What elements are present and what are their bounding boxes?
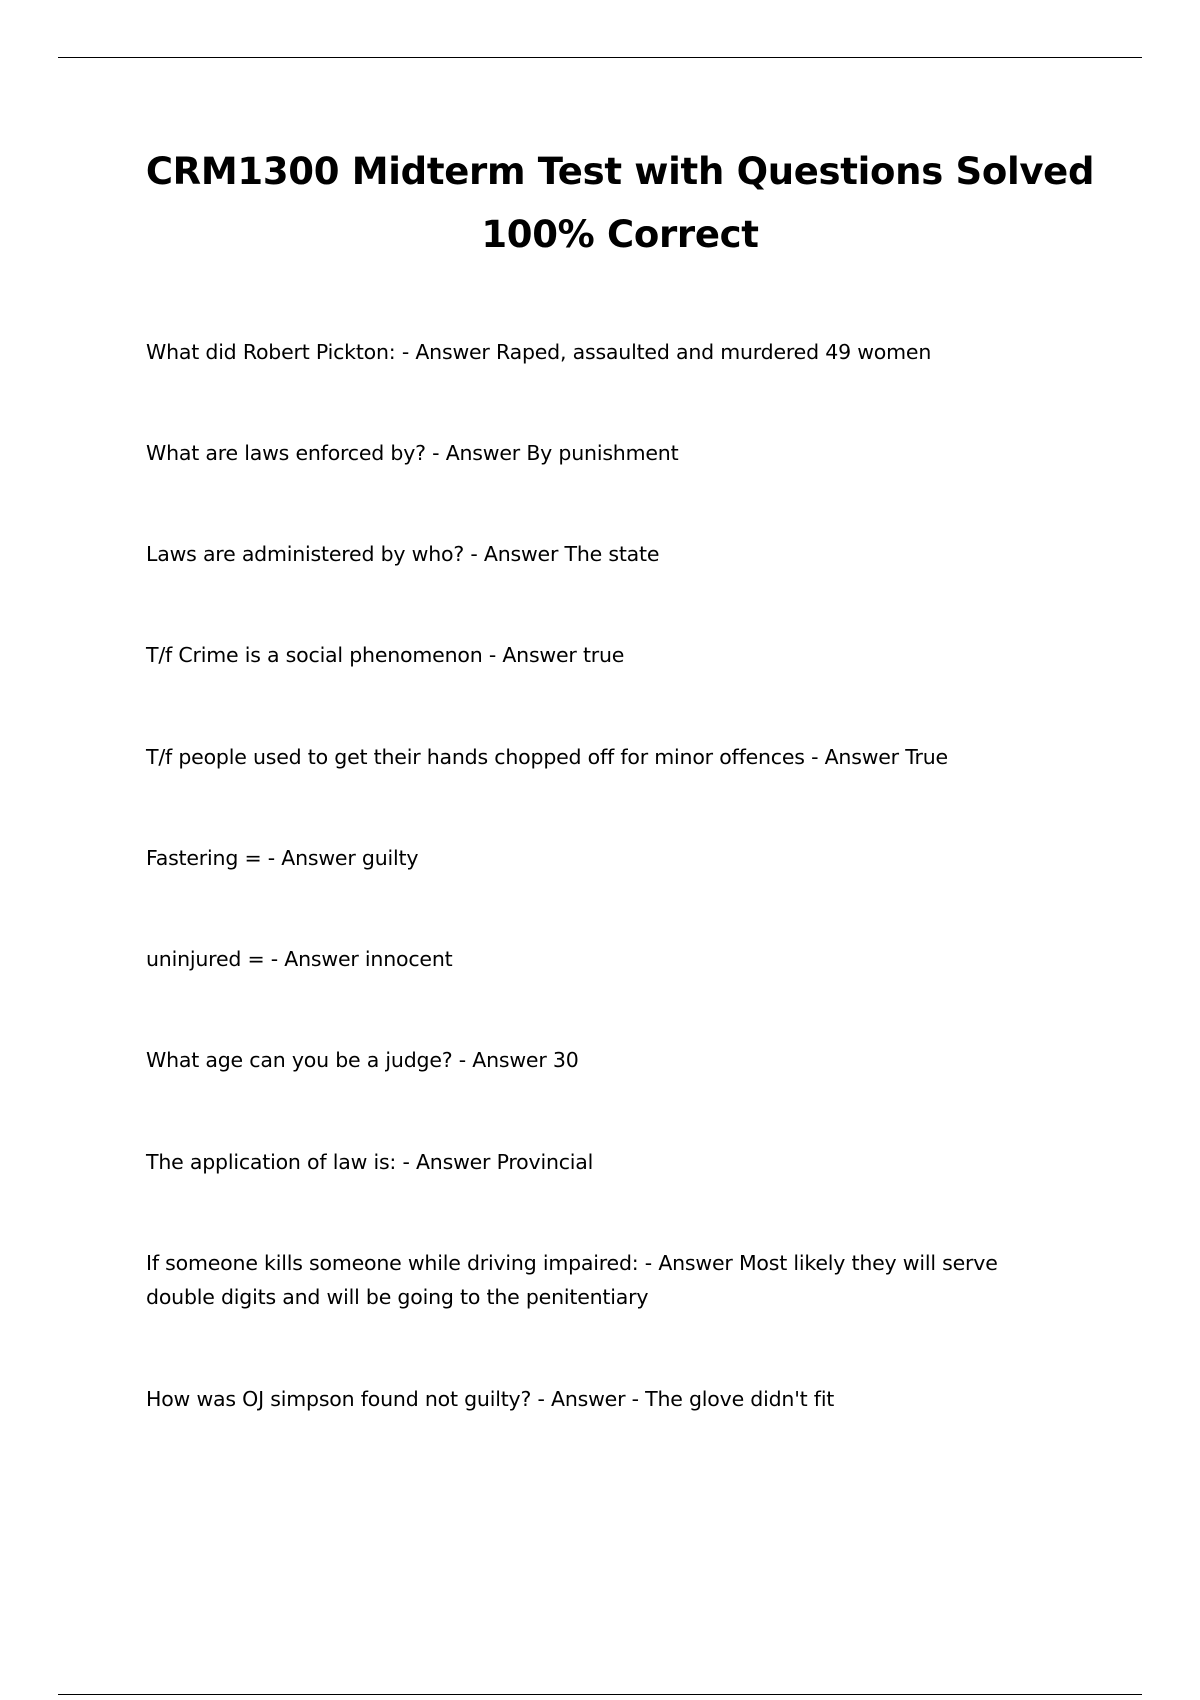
answer-separator: - Answer bbox=[482, 643, 583, 667]
qa-item bbox=[146, 638, 1076, 672]
question-text: T/f people used to get their hands chopped off for minor offences bbox=[146, 745, 805, 769]
question-text: Fastering = bbox=[146, 846, 262, 870]
answer-text: Raped, assaulted and murdered 49 women bbox=[495, 340, 932, 364]
question-text: The application of law is: bbox=[146, 1150, 397, 1174]
qa-item bbox=[146, 436, 1076, 470]
answer-separator: - Answer bbox=[396, 1150, 497, 1174]
answer-separator: - Answer bbox=[464, 542, 565, 566]
qa-item bbox=[146, 537, 1076, 571]
answer-text: true bbox=[582, 643, 625, 667]
answer-text: - The glove didn't fit bbox=[631, 1387, 835, 1411]
answer-text: By punishment bbox=[526, 441, 679, 465]
qa-item bbox=[146, 335, 1076, 369]
qa-item bbox=[146, 942, 1076, 976]
question-text: uninjured = bbox=[146, 947, 265, 971]
qa-item bbox=[146, 740, 1076, 774]
question-text: What did Robert Pickton: bbox=[146, 340, 396, 364]
question-text: What age can you be a judge? bbox=[146, 1048, 453, 1072]
answer-text: Provincial bbox=[496, 1150, 594, 1174]
qa-item bbox=[146, 1043, 1076, 1077]
qa-item bbox=[146, 1382, 1076, 1416]
bottom-rule bbox=[58, 1694, 1142, 1695]
answer-text: guilty bbox=[361, 846, 419, 870]
document-title: CRM1300 Midterm Test with Questions Solved 100% Correct bbox=[145, 150, 1095, 256]
qa-item bbox=[146, 1246, 1066, 1314]
answer-separator: - Answer bbox=[264, 947, 365, 971]
answer-separator: - Answer bbox=[395, 340, 496, 364]
answer-separator: - Answer bbox=[452, 1048, 553, 1072]
answer-text: 30 bbox=[552, 1048, 579, 1072]
answer-text: True bbox=[905, 745, 948, 769]
question-text: Laws are administered by who? bbox=[146, 542, 465, 566]
answer-separator: - Answer bbox=[261, 846, 362, 870]
question-text: What are laws enforced by? bbox=[146, 441, 426, 465]
answer-text: Most likely they will serve double digits and will be going to the penitentiary bbox=[146, 1251, 998, 1309]
qa-item bbox=[146, 1145, 1076, 1179]
question-text: T/f Crime is a social phenomenon bbox=[146, 643, 483, 667]
qa-item bbox=[146, 841, 1076, 875]
answer-separator: - Answer bbox=[531, 1387, 632, 1411]
answer-separator: - Answer bbox=[804, 745, 906, 769]
answer-separator: - Answer bbox=[638, 1251, 739, 1275]
answer-text: innocent bbox=[364, 947, 453, 971]
top-rule bbox=[58, 57, 1142, 58]
answer-text: The state bbox=[564, 542, 660, 566]
question-text: If someone kills someone while driving impaired: bbox=[146, 1251, 639, 1275]
answer-separator: - Answer bbox=[425, 441, 527, 465]
question-text: How was OJ simpson found not guilty? bbox=[146, 1387, 532, 1411]
